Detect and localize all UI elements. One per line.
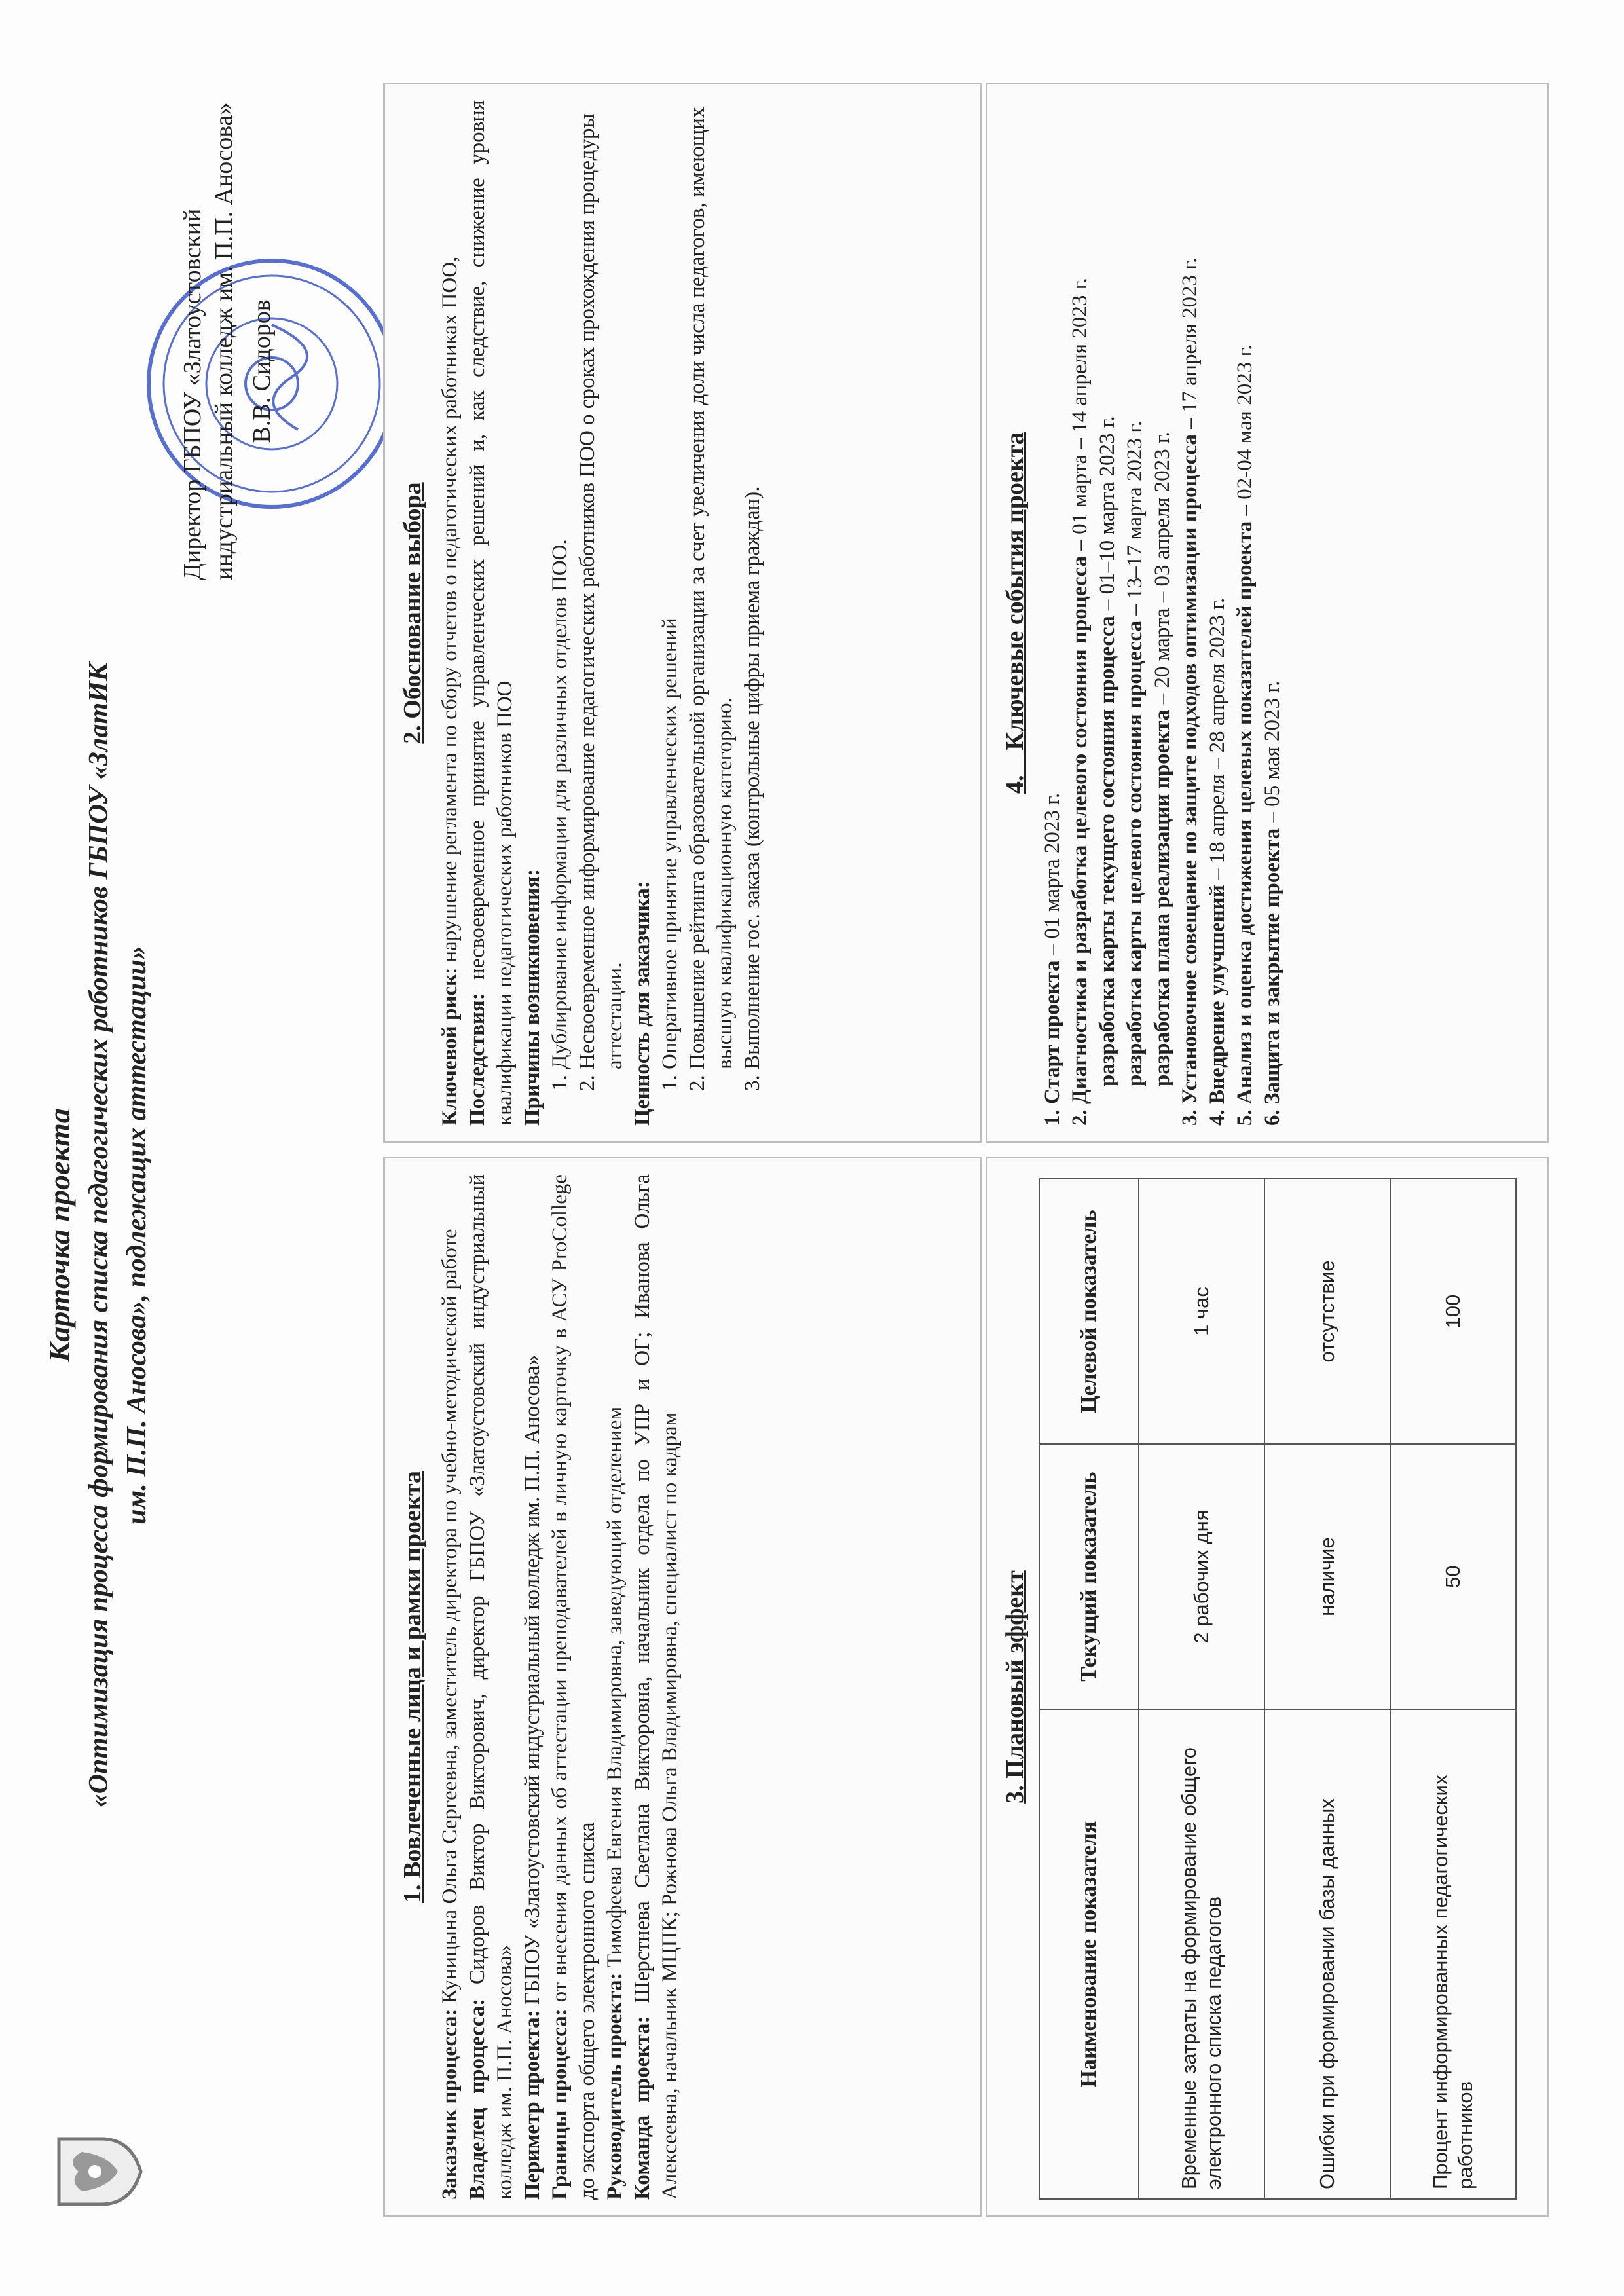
bounds-label: Границы процесса: — [548, 2009, 572, 2200]
panel-title: 3. Плановый эффект — [1001, 1570, 1029, 1804]
event-item — [1066, 100, 1094, 1126]
panel-involved-parties — [383, 1157, 982, 2217]
value-list — [656, 84, 766, 1141]
causes-heading — [519, 100, 546, 1126]
table-cell: Процент информированных педагогических работников — [1390, 1709, 1516, 2199]
panel-key-events — [986, 83, 1549, 1143]
owner-text: Сидоров Виктор Викторович, директор ГБПОУ «Златоустовский индустриальный колледж им. П.П. Аносова» — [466, 1174, 517, 2200]
event-item — [1039, 100, 1066, 1126]
table-cell: Временные затраты на формирование общего электронного списка педагогов — [1139, 1709, 1264, 2199]
table-cell: отсутствие — [1264, 1179, 1390, 1444]
table-row — [1264, 1179, 1390, 2199]
events-body — [1039, 84, 1286, 1141]
approval-line2: индустриальный колледж им. П.П. Аносова» — [210, 102, 238, 580]
list-item: 1. Дублирование информации для различных отделов ПОО. — [546, 84, 574, 1069]
table-header-row — [1039, 1179, 1139, 2199]
event-subitem — [1094, 100, 1121, 1126]
signature-name: В.В. Сидоров — [248, 299, 276, 443]
perimeter-text: ГБПОУ «Златоустовский индустриальный колледж им. П.П. Аносова» — [521, 1354, 544, 2010]
event-date: – 01 марта – 14 апреля 2023 г. — [1068, 278, 1092, 556]
event-item — [1231, 100, 1259, 1126]
table-cell: Ошибки при формировании базы данных — [1264, 1709, 1390, 2199]
event-subitem — [1149, 100, 1176, 1126]
event-date: – 17 апреля 2023 г. — [1178, 257, 1202, 435]
panel-body — [436, 1158, 684, 2215]
event-item — [1259, 100, 1286, 1126]
panel-title-number: 4. — [1001, 775, 1029, 794]
event-label: 4. Внедрение улучшений — [1206, 885, 1229, 1126]
event-subitem — [1121, 100, 1149, 1126]
event-item — [1204, 100, 1231, 1126]
team-text: Шерстнева Светлана Викторовна, начальник отдела по УПР и ОГ; Иванова Ольга Алексеевна, начальник МЦПК; Рожнова Ольга Владимировна, специалист по кадрам — [631, 1174, 682, 2200]
list-item: 2. Повышение рейтинга образовательной организации за счет увеличения доли числа педагогов, имеющих высшую квалификационную категорию. — [684, 84, 739, 1069]
event-label: разработка карты целевого состояния процесса — [1123, 620, 1147, 1086]
coat-of-arms-icon — [46, 2122, 144, 2221]
list-item: 3. Выполнение гос. заказа (контрольные цифры приема граждан). — [739, 84, 766, 1069]
table-cell: 2 рабочих дня — [1139, 1444, 1264, 1709]
perimeter-label: Периметр проекта: — [521, 2010, 544, 2200]
event-date: – 05 мая 2023 г. — [1261, 680, 1284, 828]
panel-title-text: Ключевые события проекта — [1001, 432, 1029, 750]
risk-paragraph — [436, 100, 464, 1126]
leader-label: Руководитель проекта: — [603, 1972, 627, 2200]
perimeter-paragraph — [519, 1174, 546, 2200]
project-name-line1: «Оптимизация процесса формирования списка педагогических работников ГБПОУ «ЗлатИК — [84, 662, 114, 1808]
approval-line1: Директор ГБПОУ «Златоустовский — [179, 208, 206, 580]
document-heading — [39, 449, 156, 2021]
event-date: – 18 апреля – 28 апреля 2023 г. — [1206, 597, 1229, 885]
bounds-text: от внесения данных об аттестации преподавателей в личную карточку в АСУ ProCollege до экспорта общего электронного списка — [548, 1174, 599, 2200]
customer-paragraph — [436, 1174, 464, 2200]
customer-text: Куницына Ольга Сергеевна, заместитель директора по учебно-методической работе — [438, 1229, 462, 2009]
table-cell: 1 час — [1139, 1179, 1264, 1444]
owner-label: Владелец процесса: — [466, 1998, 489, 2200]
event-label: разработка карты текущего состояния процесса — [1096, 616, 1119, 1086]
effect-table — [1039, 1178, 1517, 2200]
team-paragraph — [629, 1174, 684, 2200]
causes-label: Причины возникновения: — [521, 868, 544, 1126]
table-cell: 50 — [1390, 1444, 1516, 1709]
list-item: 1. Оперативное принятие управленческих решений — [656, 84, 684, 1069]
event-label: 6. Защита и закрытие проекта — [1261, 828, 1284, 1126]
event-label: 5. Анализ и оценка достижения целевых показателей проекта — [1233, 521, 1257, 1126]
panel-planned-effect — [986, 1157, 1549, 2217]
approval-block — [177, 83, 278, 580]
event-label: разработка плана реализации проекта — [1151, 709, 1174, 1086]
panel-justification — [383, 83, 982, 1143]
risk-text: : нарушение регламента по сбору отчетов о педагогических работниках ПОО, — [438, 256, 462, 974]
panel-title — [1001, 84, 1029, 1141]
table-row — [1139, 1179, 1264, 2199]
panel-body — [436, 84, 546, 1141]
event-date: – 01–10 марта 2023 г. — [1096, 416, 1119, 616]
event-date: – 01 марта 2023 г. — [1041, 792, 1064, 961]
table-header: Наименование показателя — [1039, 1709, 1139, 2199]
consequences-text: несвоевременное принятие управленческих решений и, как следствие, снижение уровня квалификации педагогических работников ПОО — [466, 100, 517, 1126]
team-label: Команда проекта: — [631, 2016, 654, 2200]
value-heading — [629, 100, 656, 1126]
causes-list — [546, 84, 629, 1141]
leader-paragraph — [601, 1174, 629, 2200]
list-item: 2. Несвоевременное информирование педагогических работников ПОО о сроках прохождения процедуры аттестации. — [574, 84, 629, 1069]
document-title: Карточка проекта — [43, 1108, 76, 1362]
panel-title: 1. Вовлеченные лица и рамки проекта — [399, 1471, 426, 1904]
table-header: Целевой показатель — [1039, 1179, 1139, 1444]
event-date: – 02-04 мая 2023 г. — [1233, 344, 1257, 521]
event-date: – 20 марта – 03 апреля 2023 г. — [1151, 432, 1174, 710]
table-cell: 100 — [1390, 1179, 1516, 1444]
table-cell: наличие — [1264, 1444, 1390, 1709]
project-name-line2: им. П.П. Аносова», подлежащих аттестации» — [122, 946, 152, 1525]
owner-paragraph — [464, 1174, 519, 2200]
risk-label: Ключевой риск — [438, 973, 462, 1126]
leader-text: Тимофеева Евгения Владимировна, заведующий отделением — [603, 1406, 627, 1973]
value-label: Ценность для заказчика: — [631, 881, 654, 1126]
consequences-label: Последствия: — [466, 993, 489, 1126]
panel-title: 2. Обоснование выбора — [399, 482, 426, 744]
table-header: Текущий показатель — [1039, 1444, 1139, 1709]
bounds-paragraph — [546, 1174, 601, 2200]
value-heading-wrap — [629, 84, 656, 1141]
event-label: 3. Установочное совещание по защите подходов оптимизации процесса — [1178, 434, 1202, 1126]
event-label: 2. Диагностика и разработка целевого состояния процесса — [1068, 555, 1092, 1126]
customer-label: Заказчик процесса: — [438, 2009, 462, 2200]
event-item — [1176, 100, 1204, 1126]
table-row — [1390, 1179, 1516, 2199]
event-date: – 13–17 марта 2023 г. — [1123, 420, 1147, 621]
consequences-paragraph — [464, 100, 519, 1126]
event-label: 1. Старт проекта — [1041, 960, 1064, 1126]
signature-row — [246, 83, 278, 580]
